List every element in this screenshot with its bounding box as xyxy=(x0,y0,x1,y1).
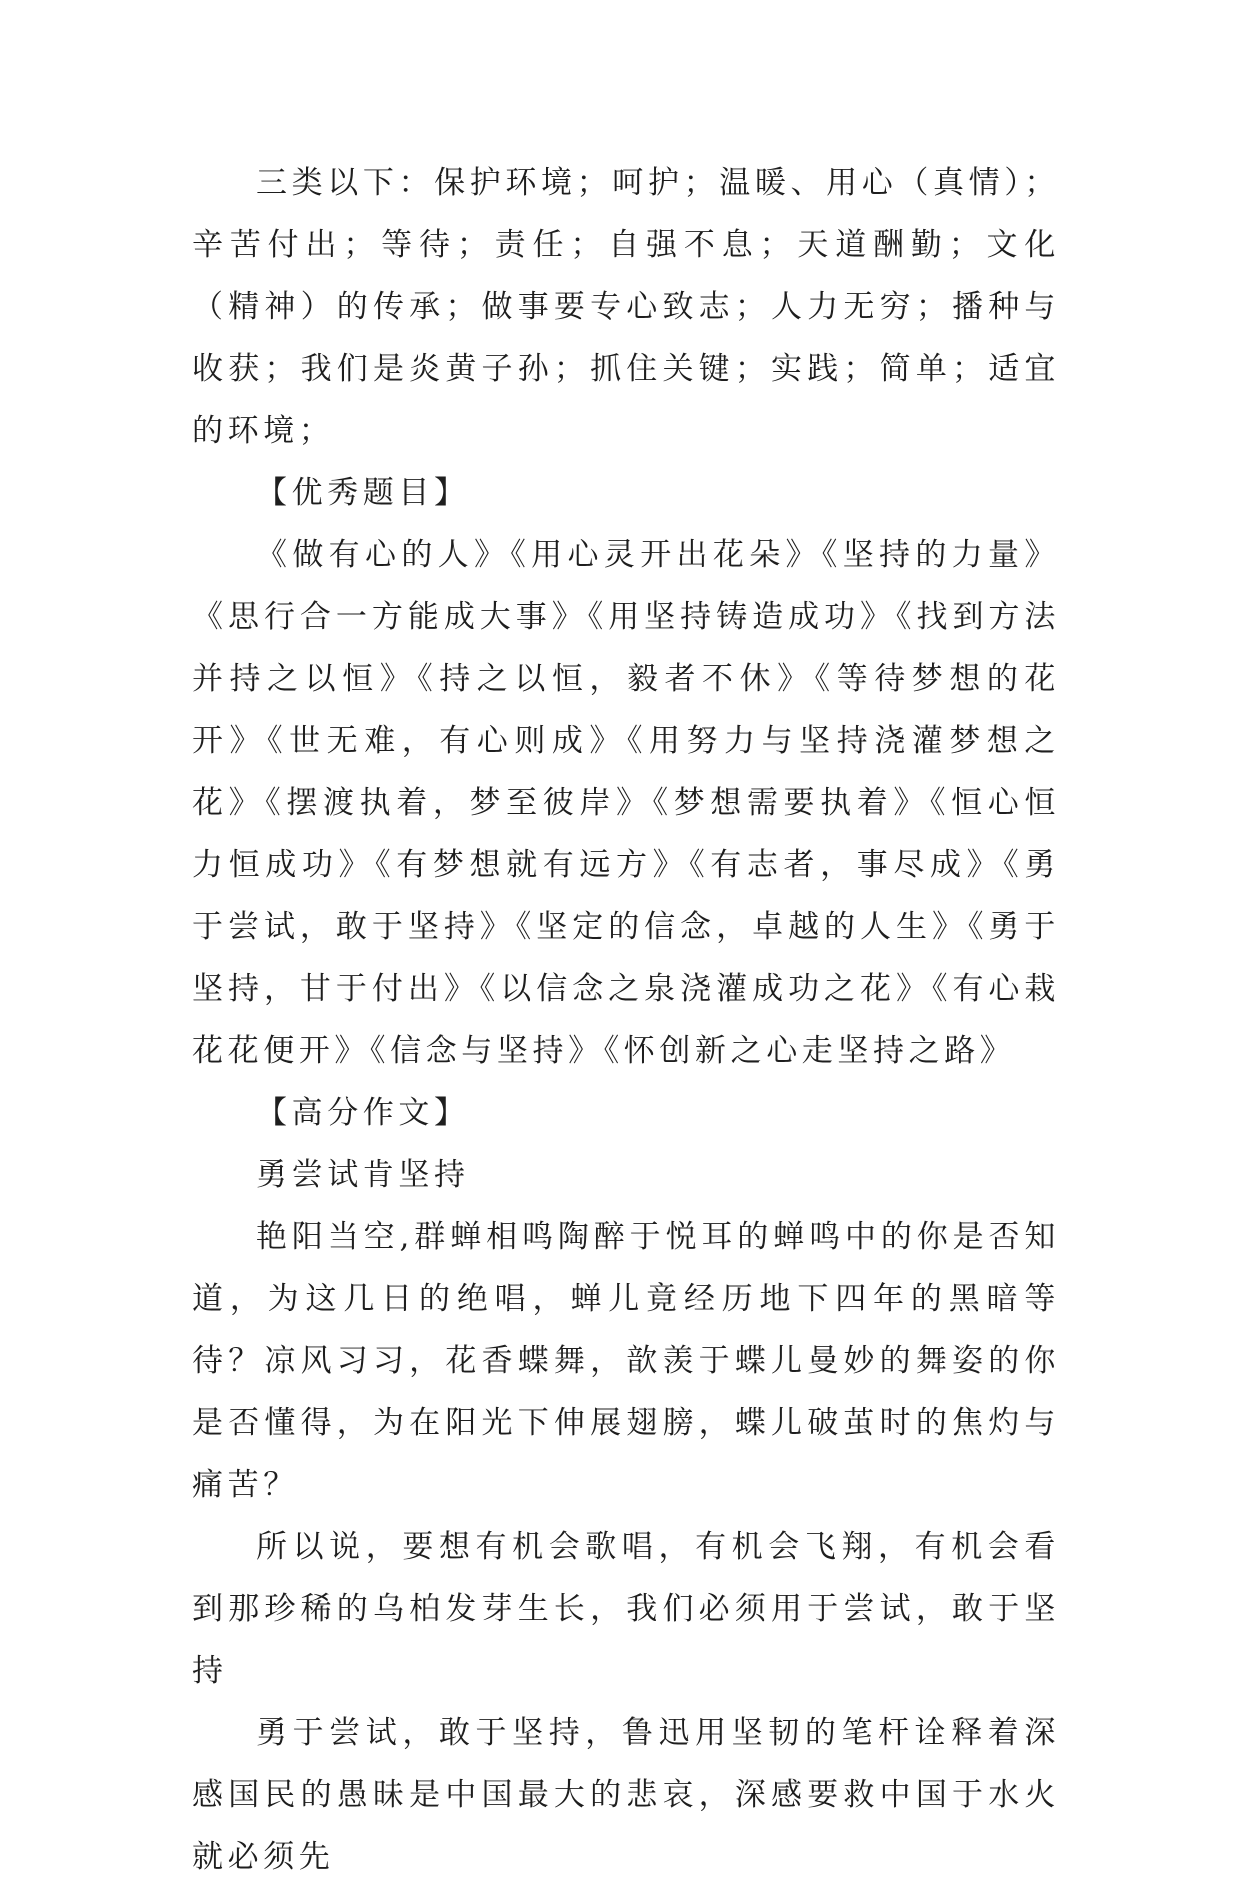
essay-paragraph-1: 艳阳当空,群蝉相鸣陶醉于悦耳的蝉鸣中的你是否知道，为这几日的绝唱，蝉儿竟经历地下四年的黑暗等待？凉风习习，花香蝶舞，歆羡于蝶儿曼妙的舞姿的你是否懂得，为在阳光下伸展翅膀，蝶儿破茧时的焦灼与痛苦？ xyxy=(192,1219,1060,1503)
heading-excellent-titles: 【优秀题目】 xyxy=(256,475,470,511)
paragraph-themes: 三类以下：保护环境；呵护；温暖、用心（真情）；辛苦付出；等待；责任；自强不息；天道酬勤；文化（精神）的传承；做事要专心致志；人力无穷；播种与收获；我们是炎黄子孙；抓住关键；实践；简单；适宜的环境； xyxy=(192,165,1060,449)
essay-paragraph-2: 所以说，要想有机会歌唱，有机会飞翔，有机会看到那珍稀的乌柏发芽生长，我们必须用于尝试，敢于坚持 xyxy=(192,1529,1060,1689)
document-page xyxy=(192,152,1060,1888)
heading-high-score-essay: 【高分作文】 xyxy=(256,1095,470,1131)
essay-paragraph-3: 勇于尝试，敢于坚持，鲁迅用坚韧的笔杆诠释着深感国民的愚昧是中国最大的悲哀，深感要救中国于水火就必须先 xyxy=(192,1715,1060,1875)
essay-title: 勇尝试肯坚持 xyxy=(256,1157,470,1193)
paragraph-title-list: 《做有心的人》《用心灵开出花朵》《坚持的力量》《思行合一方能成大事》《用坚持铸造成功》《找到方法并持之以恒》《持之以恒，毅者不休》《等待梦想的花开》《世无难，有心则成》《用努力与坚持浇灌梦想之花》《摆渡执着，梦至彼岸》《梦想需要执着》《恒心恒力恒成功》《有梦想就有远方》《有志者，事尽成》《勇于尝试，敢于坚持》《坚定的信念，卓越的人生》《勇于坚持，甘于付出》《以信念之泉浇灌成功之花》《有心栽花花便开》《信念与坚持》《怀创新之心走坚持之路》 xyxy=(192,537,1060,1069)
